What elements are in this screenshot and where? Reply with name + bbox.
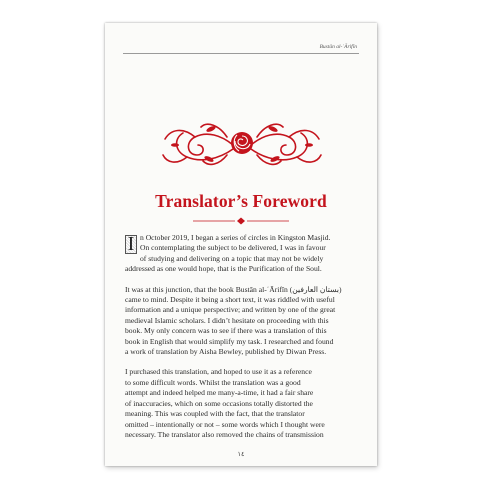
paragraph-line: to some difficult words. Whilst the translation was a good (125, 377, 301, 387)
paragraph-line: necessary. The translator also removed the chains of transmission (125, 429, 324, 439)
diamond-divider-icon (191, 217, 291, 225)
page-number: ١٤ (237, 451, 245, 458)
paragraph-line: attempt and indeed helped me many-a-time, it had a fair share (125, 388, 314, 398)
running-head: Bustān al-ʿĀrifīn (319, 44, 357, 50)
paragraph-line: omitted – intentionally or not – some words which I thought were (125, 419, 325, 429)
paragraph-line: addressed as one would hope, that is the Purification of the Soul. (125, 264, 322, 274)
book-page (105, 23, 377, 466)
paragraph-line: book in English that would simplify my task. I researched and found (125, 336, 334, 346)
paragraph-line: came to mind. Despite it being a short text, it was riddled with useful (125, 295, 335, 305)
paragraph-line: information and a unique perspective; and written by one of the great (125, 305, 336, 315)
paragraph-line: On contemplating the subject to be delivered, I was in favour (140, 243, 326, 253)
drop-cap: I (125, 235, 137, 254)
paragraph-line: a work of translation by Aisha Bewley, published by Diwan Press. (125, 347, 327, 357)
paragraph-line: of studying and delivering on a topic that may not be widely (140, 253, 324, 263)
paragraph-line: It was at this junction, that the book Bustān al-ʿĀrifīn (بستان العارفين) (125, 284, 342, 294)
paragraph-3 (125, 367, 359, 440)
page-title: Translator’s Foreword (155, 191, 327, 211)
rose-scroll-ornament-icon (161, 115, 323, 169)
header-rule (123, 53, 359, 54)
paragraph-line: book. My only concern was to see if there was a translation of this (125, 326, 327, 336)
paragraph-1 (125, 233, 359, 275)
paragraph-line: n October 2019, I began a series of circles in Kingston Masjid. (140, 233, 331, 242)
paragraph-line: meaning. This was coupled with the fact, that the translator (125, 409, 305, 419)
paragraph-line: of inaccuracies, which on some occasions totally distorted the (125, 398, 313, 408)
paragraph-2 (125, 285, 359, 358)
body-text (125, 233, 359, 450)
paragraph-line: I purchased this translation, and hoped to use it as a reference (125, 367, 312, 377)
paragraph-line: medieval Islamic scholars. I didn’t hesitate on proceeding with this (125, 315, 329, 325)
